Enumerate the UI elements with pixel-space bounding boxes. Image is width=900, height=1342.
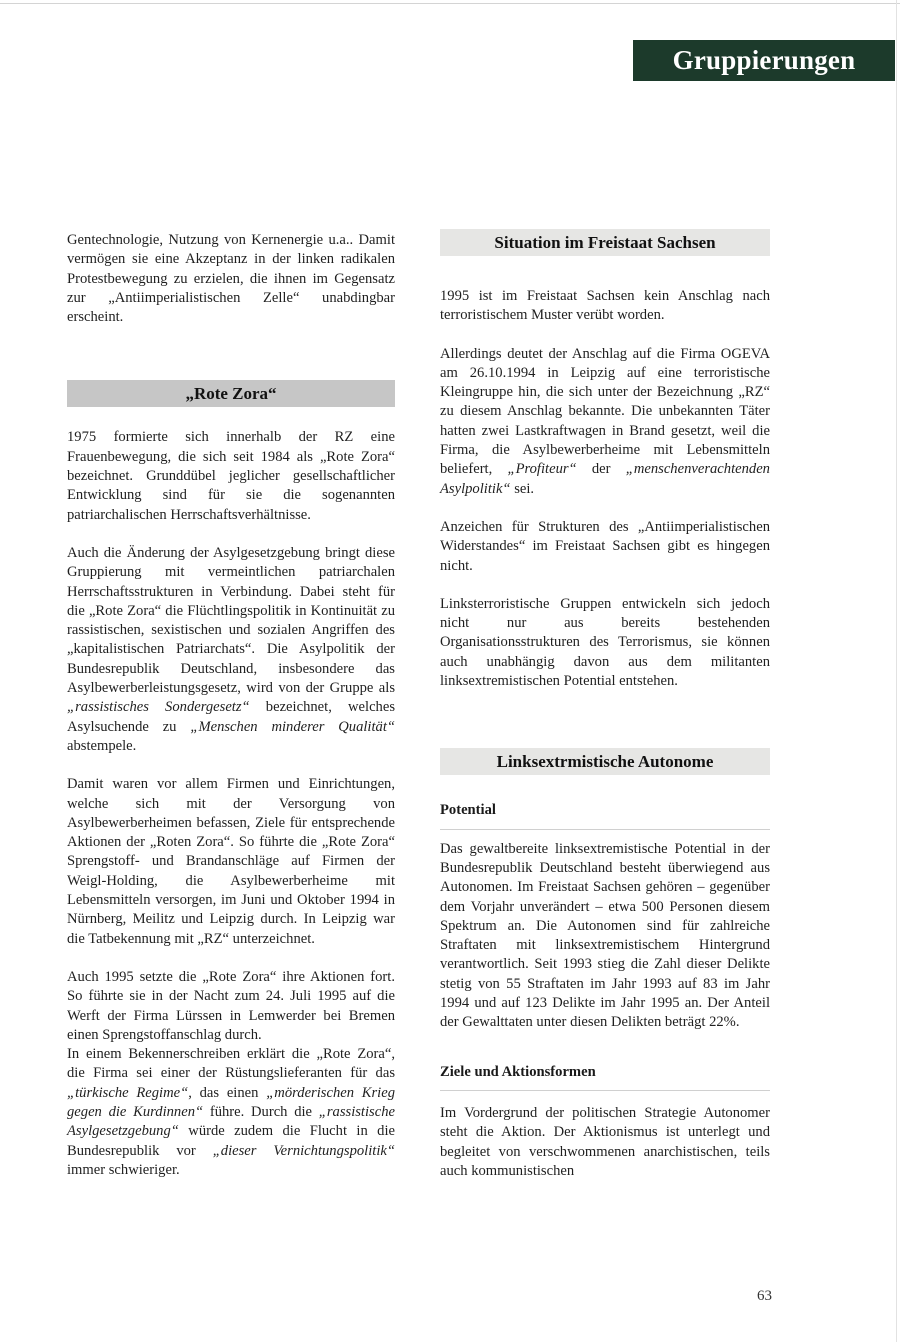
rote-zora-paragraph-3: Damit waren vor allem Firmen und Einrichtungen, welche sich mit der Versorgung von Asylbewerberheimen befassen, Ziele für entsprechende Aktionen der „Roten Zora“. So führte die „Rote Zora“ Sprengstoff- und Brandanschläge auf Firmen der Weigl-Holding, die Asylbewerberheime mit Lebensmitteln versorgen, im Juni und Oktober 1994 in Nürnberg, Meilitz und Leipzig durch. In Leipzig war die Tatbekennung mit „RZ“ unterzeichnet.: [67, 776, 395, 947]
rote-zora-paragraph-1: 1975 formierte sich innerhalb der RZ eine Frauenbewegung, die sich seit 1984 als „Rote Zora“ bezeichnet. Grunddübel jeglicher gesellschaftlicher Entwicklung sind für sie die sogenannten patriarchalischen Herrschaftsverhältnisse.: [67, 429, 395, 523]
chapter-banner: Gruppierungen: [633, 40, 895, 81]
right-border-line: [896, 0, 897, 1342]
sachsen-paragraph-1: 1995 ist im Freistaat Sachsen kein Anschlag nach terroristischem Muster verübt worden.: [440, 288, 770, 324]
autonome-heading: Linksextrmistische Autonome: [440, 748, 770, 775]
top-border-line: [0, 3, 900, 4]
right-column: [440, 229, 770, 1181]
potential-paragraph: Das gewaltbereite linksextremistische Potential in der Bundesrepublik Deutschland besteht überwiegend aus Autonomen. Im Freistaat Sachsen gehören – gegenüber dem Vorjahr unverändert – etwa 500 Personen diesem Spektrum an. Die Autonomen sind für zahlreiche Straftaten mit linksextremistischem Hintergrund verantwortlich. Seit 1993 stieg die Zahl dieser Delikte stetig von 55 Straftaten im Jahr 1993 auf 83 im Jahr 1994 und auf 123 Delikte im Jahr 1995 an. Der Anteil der Gewalttaten unter diesen Delikten beträgt 22%.: [440, 840, 770, 1031]
page-number: 63: [757, 1288, 772, 1304]
rote-zora-paragraph-2: Auch die Änderung der Asylgesetzgebung bringt diese Gruppierung mit vermeintlichen patriarchalen Herrschaftsstrukturen in Verbindung. Dabei steht für die „Rote Zora“ die Flüchtlingspolitik in Kontinuität zu rassistischen, sexistischen und sozialen Angriffen des „kapitalistischen Patriarchats“. Die Asylpolitik der Bundesrepublik Deutschland, insbesondere das Asylbewerberleistungsgesetz, wird von der Gruppe als „rassistisches Sondergesetz“ bezeichnet, welches Asylsuchende zu „Menschen minderer Qualität“ abstempele.: [67, 544, 396, 754]
potential-heading: Potential: [440, 801, 770, 829]
rote-zora-paragraph-4: Auch 1995 setzte die „Rote Zora“ ihre Aktionen fort. So führte sie in der Nacht zum 24. Juli 1995 auf die Werft der Firma Lürssen in Lemwerder bei Bremen einen Sprengstoffanschlag durch. In einem Bekennerschreiben erklärt die „Rote Zora“, die Firma sei einer der Rüstungslieferanten für das „türkische Regime“, das einen „mörderischen Krieg gegen die Kurdinnen“ führe. Durch die „rassistische Asylgesetzgebung“ würde zudem die Flucht in die Bundesrepublik vor „dieser Vernichtungspolitik“ immer schwieriger.: [67, 968, 396, 1178]
ziele-heading: Ziele und Aktionsformen: [440, 1063, 770, 1091]
sachsen-paragraph-3: Anzeichen für Strukturen des „Antiimperialistischen Widerstandes“ im Freistaat Sachsen gibt es hingegen nicht.: [440, 518, 770, 574]
intro-paragraph: Gentechnologie, Nutzung von Kernenergie u.a.. Damit vermögen sie eine Akzeptanz in der linken radikalen Protestbewegung zu erzielen, die ihnen im Gegensatz zur „Antiimperialistischen Zelle“ unabdingbar erscheint.: [67, 232, 395, 326]
sachsen-paragraph-2: Allerdings deutet der Anschlag auf die Firma OGEVA am 26.10.1994 in Leipzig auf eine terroristische Kleingruppe hin, die sich unter der Bezeichnung „RZ“ zu diesem Anschlag bekannte. Die unbekannten Täter hatten zwei Lastkraftwagen in Brand gesetzt, weil die Firma, die Asylbewerberheime mit Lebensmitteln beliefert, „Profiteur“ der „menschenverachtenden Asylpolitik“ sei.: [440, 345, 770, 497]
rote-zora-heading: „Rote Zora“: [67, 380, 395, 407]
sachsen-heading: Situation im Freistaat Sachsen: [440, 229, 770, 256]
left-column: [67, 231, 395, 1180]
ziele-paragraph: Im Vordergrund der politischen Strategie Autonomer steht die Aktion. Der Aktionismus ist unterlegt und begleitet von verschwommenen anarchistischen, teils auch kommunistischen: [440, 1104, 770, 1179]
sachsen-paragraph-4: Linksterroristische Gruppen entwickeln sich jedoch nicht nur aus bereits bestehenden Organisationsstrukturen des Terrorismus, sie können auch unabhängig davon aus dem militanten linksextremistischen Potential entstehen.: [440, 595, 770, 690]
